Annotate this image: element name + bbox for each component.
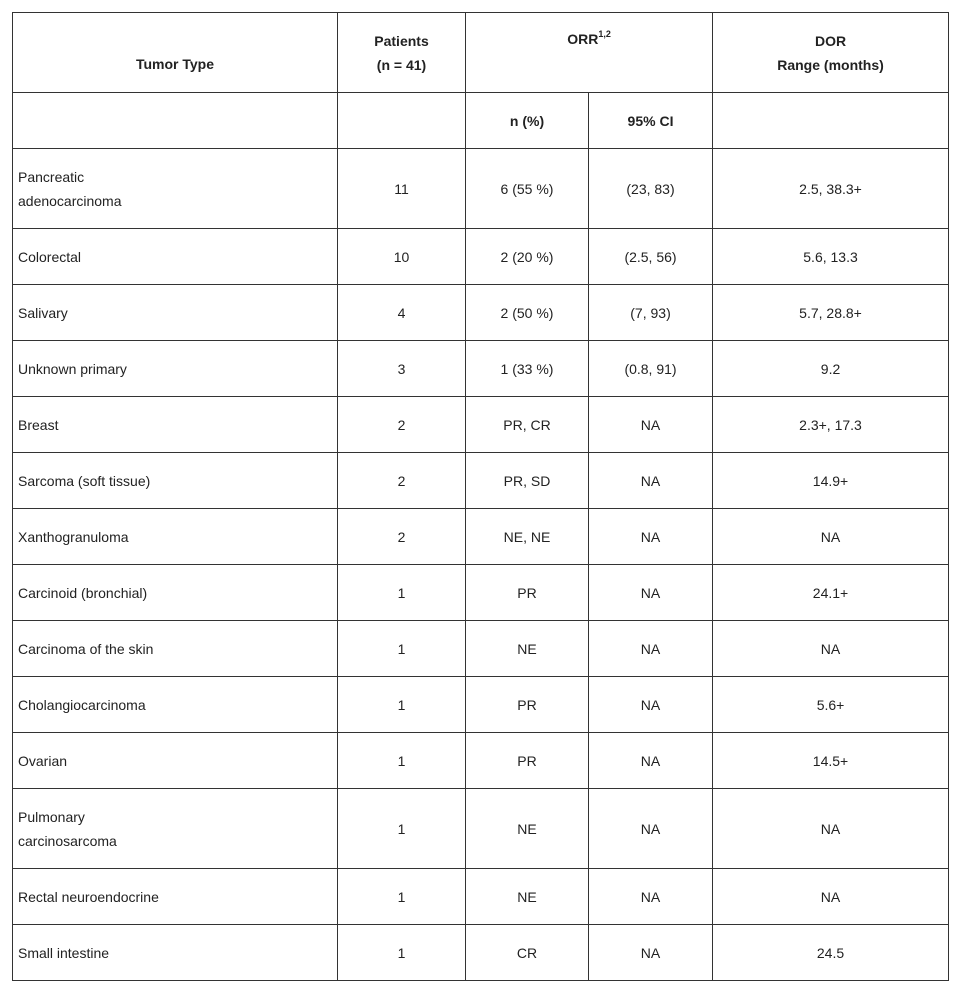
patients-cell: 4 [338,285,466,341]
patients-header-line1: Patients [374,32,429,49]
header-row [13,13,949,93]
subheader-empty-1 [13,93,338,149]
patients-cell: 1 [338,789,466,869]
table-row [13,565,949,621]
n-percent-cell: NE [466,869,589,925]
results-table [12,12,949,981]
tumor-type-line1: Salivary [18,304,68,321]
table-row [13,149,949,229]
n-percent-cell: 2 (20 %) [466,229,589,285]
tumor-type-line1: Cholangiocarcinoma [18,696,146,713]
table-row [13,285,949,341]
dor-header [713,13,949,93]
dor-cell: 24.1+ [713,565,949,621]
dor-header-line1: DOR [814,32,847,49]
n-percent-cell: 1 (33 %) [466,341,589,397]
patients-cell: 3 [338,341,466,397]
tumor-type-cell [13,285,338,341]
dor-cell: 24.5 [713,925,949,981]
ci-cell: NA [589,565,713,621]
patients-cell: 11 [338,149,466,229]
tumor-type-line1: Ovarian [18,752,68,769]
tumor-type-cell [13,869,338,925]
orr-label: ORR [567,31,599,47]
tumor-type-cell [13,733,338,789]
subheader-empty-3 [713,93,949,149]
n-percent-cell: 6 (55 %) [466,149,589,229]
orr-header [466,13,713,93]
orr-footnote-marker: 1,2 [598,29,611,40]
tumor-type-cell [13,229,338,285]
tumor-type-line1: Pancreatic [18,168,85,185]
table-row [13,677,949,733]
patients-cell: 1 [338,925,466,981]
tumor-type-line1: Unknown primary [18,360,127,377]
patients-cell: 1 [338,733,466,789]
dor-cell: NA [713,789,949,869]
dor-cell: NA [713,509,949,565]
patients-cell: 10 [338,229,466,285]
n-percent-cell: PR [466,733,589,789]
tumor-type-cell [13,789,338,869]
tumor-type-cell [13,341,338,397]
tumor-type-cell [13,925,338,981]
ci-cell: (23, 83) [589,149,713,229]
tumor-type-cell [13,453,338,509]
table-row [13,789,949,869]
table-row [13,397,949,453]
patients-cell: 2 [338,453,466,509]
ci-cell: NA [589,869,713,925]
ci-cell: NA [589,621,713,677]
n-percent-cell: PR, SD [466,453,589,509]
patients-cell: 1 [338,565,466,621]
table-row [13,925,949,981]
tumor-type-cell [13,397,338,453]
tumor-type-line2: carcinosarcoma [18,832,117,849]
n-percent-header: n (%) [466,93,589,149]
ci-header: 95% CI [589,93,713,149]
ci-cell: NA [589,509,713,565]
ci-cell: NA [589,789,713,869]
tumor-type-line1: Sarcoma (soft tissue) [18,472,151,489]
dor-cell: 5.6+ [713,677,949,733]
subheader-row [13,93,949,149]
tumor-type-cell [13,565,338,621]
ci-cell: (7, 93) [589,285,713,341]
table-row [13,869,949,925]
ci-cell: NA [589,925,713,981]
patients-cell: 1 [338,677,466,733]
ci-cell: (2.5, 56) [589,229,713,285]
dor-cell: 2.3+, 17.3 [713,397,949,453]
n-percent-cell: PR, CR [466,397,589,453]
tumor-type-line2: adenocarcinoma [18,192,122,209]
tumor-type-line1: Pulmonary [18,808,85,825]
tumor-type-line1: Carcinoma of the skin [18,640,154,657]
patients-cell: 2 [338,509,466,565]
dor-header-line2: Range (months) [777,56,884,73]
tumor-type-line1: Carcinoid (bronchial) [18,584,148,601]
table-row [13,229,949,285]
table-row [13,509,949,565]
dor-cell: 5.7, 28.8+ [713,285,949,341]
patients-header-line2: (n = 41) [376,56,427,73]
tumor-type-cell [13,149,338,229]
n-percent-cell: NE [466,789,589,869]
patients-cell: 1 [338,621,466,677]
dor-cell: 14.9+ [713,453,949,509]
tumor-type-line1: Breast [18,416,59,433]
patients-cell: 2 [338,397,466,453]
ci-cell: (0.8, 91) [589,341,713,397]
n-percent-cell: CR [466,925,589,981]
tumor-type-cell [13,509,338,565]
tumor-type-header: Tumor Type [13,13,338,93]
dor-cell: 9.2 [713,341,949,397]
dor-cell: 5.6, 13.3 [713,229,949,285]
n-percent-cell: 2 (50 %) [466,285,589,341]
table-row [13,621,949,677]
ci-cell: NA [589,733,713,789]
subheader-empty-2 [338,93,466,149]
dor-cell: 14.5+ [713,733,949,789]
patients-cell: 1 [338,869,466,925]
n-percent-cell: NE [466,621,589,677]
n-percent-cell: PR [466,677,589,733]
ci-cell: NA [589,453,713,509]
dor-cell: 2.5, 38.3+ [713,149,949,229]
dor-cell: NA [713,869,949,925]
table-body [13,149,949,981]
dor-cell: NA [713,621,949,677]
tumor-type-line1: Small intestine [18,944,110,961]
patients-header [338,13,466,93]
tumor-type-line1: Rectal neuroendocrine [18,888,159,905]
table-row [13,453,949,509]
ci-cell: NA [589,677,713,733]
tumor-type-cell [13,677,338,733]
n-percent-cell: PR [466,565,589,621]
table-row [13,733,949,789]
table-row [13,341,949,397]
tumor-type-line1: Colorectal [18,248,82,265]
ci-cell: NA [589,397,713,453]
tumor-type-cell [13,621,338,677]
tumor-type-line1: Xanthogranuloma [18,528,129,545]
n-percent-cell: NE, NE [466,509,589,565]
